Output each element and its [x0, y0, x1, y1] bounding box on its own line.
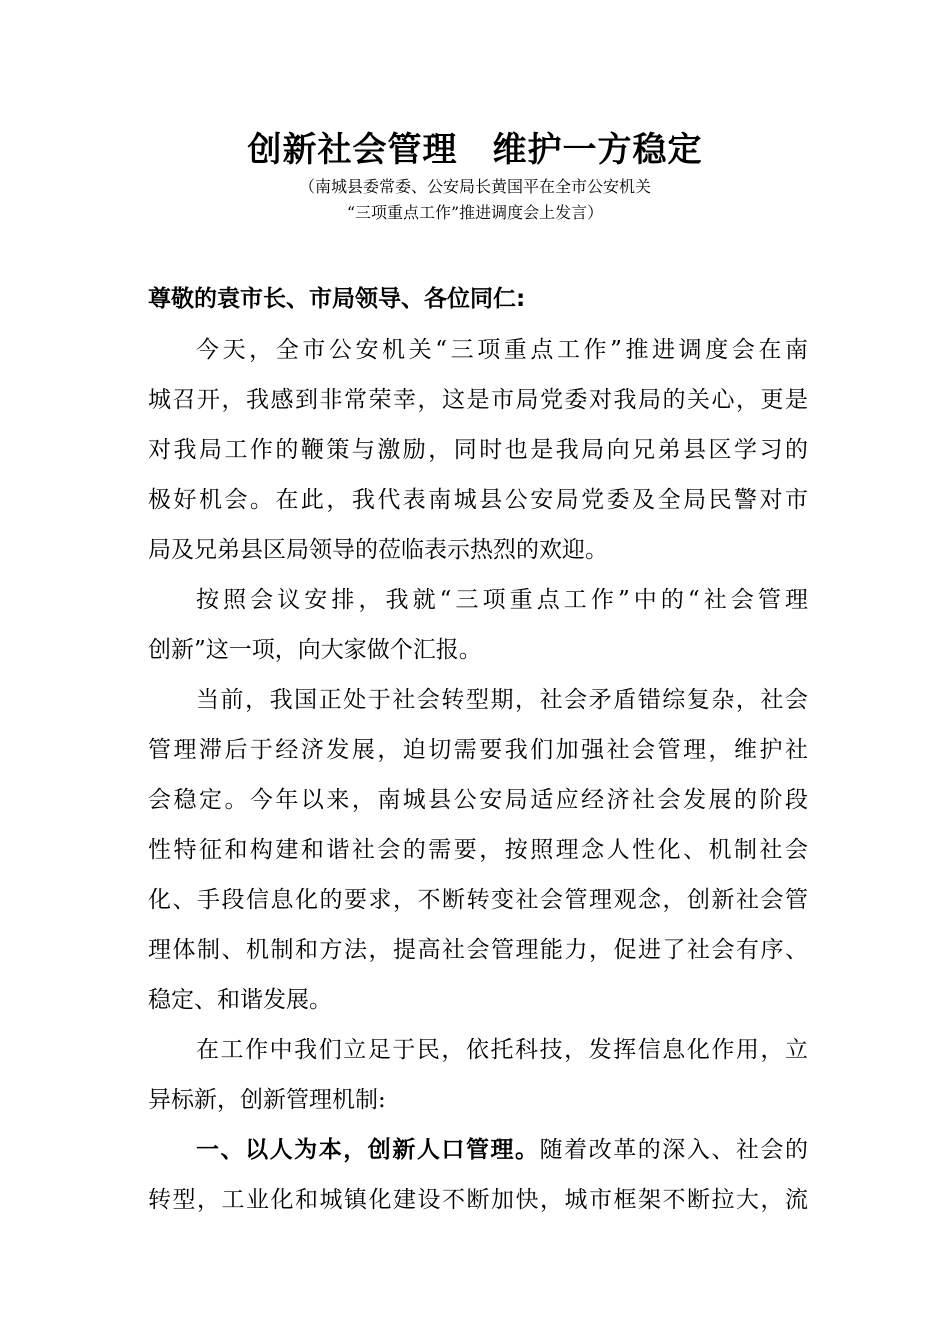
- paragraph-line: 极好机会。在此，我代表南城县公安局党委及全局民警对市: [148, 487, 808, 513]
- paragraph-line: 会稳定。今年以来，南城县公安局适应经济社会发展的阶段: [148, 787, 808, 813]
- paragraph-line: 理体制、机制和方法，提高社会管理能力，促进了社会有序、: [148, 937, 808, 963]
- paragraph-line: 转型，工业化和城镇化建设不断加快，城市框架不断拉大，流: [148, 1187, 808, 1213]
- paragraph-line: 创新”这一项，向大家做个汇报。: [148, 637, 482, 663]
- paragraph: [148, 1125, 808, 1225]
- paragraph: [148, 675, 808, 1025]
- document-title: 创新社会管理 维护一方稳定: [247, 130, 703, 170]
- paragraph-line: 管理滞后于经济发展，迫切需要我们加强社会管理，维护社: [148, 737, 808, 763]
- paragraph-line: 稳定、和谐发展。: [148, 987, 332, 1013]
- subtitle-line-2: “三项重点工作”推进调度会上发言）: [346, 203, 604, 222]
- paragraph-line: 性特征和构建和谐社会的需要，按照理念人性化、机制社会: [148, 837, 808, 863]
- paragraph-line: [148, 1125, 808, 1175]
- paragraph-line: 按照会议安排，我就“三项重点工作”中的“社会管理: [196, 587, 808, 613]
- section-heading: 一、以人为本，创新人口管理。: [196, 1137, 540, 1163]
- paragraph-line: 在工作中我们立足于民，依托科技，发挥信息化作用，立: [196, 1037, 808, 1063]
- paragraph: [148, 575, 808, 675]
- paragraph-line: 今天，全市公安机关“三项重点工作”推进调度会在南: [196, 337, 808, 363]
- paragraph-line: 当前，我国正处于社会转型期，社会矛盾错综复杂，社会: [196, 687, 808, 713]
- document-body: [148, 325, 808, 1225]
- paragraph: [148, 325, 808, 575]
- paragraph-text: 随着改革的深入、社会的: [539, 1137, 808, 1163]
- paragraph-line: 城召开，我感到非常荣幸，这是市局党委对我局的关心，更是: [148, 387, 808, 413]
- salutation: 尊敬的袁市长、市局领导、各位同仁:: [148, 286, 526, 312]
- paragraph: [148, 1025, 808, 1125]
- paragraph-line: 化、手段信息化的要求，不断转变社会管理观念，创新社会管: [148, 887, 808, 913]
- paragraph-line: 异标新，创新管理机制:: [148, 1087, 386, 1113]
- paragraph-line: 局及兄弟县区局领导的莅临表示热烈的欢迎。: [148, 537, 608, 563]
- paragraph-line: 对我局工作的鞭策与激励，同时也是我局向兄弟县区学习的: [148, 437, 808, 463]
- subtitle-line-1: （南城县委常委、公安局长黄国平在全市公安机关: [298, 177, 651, 196]
